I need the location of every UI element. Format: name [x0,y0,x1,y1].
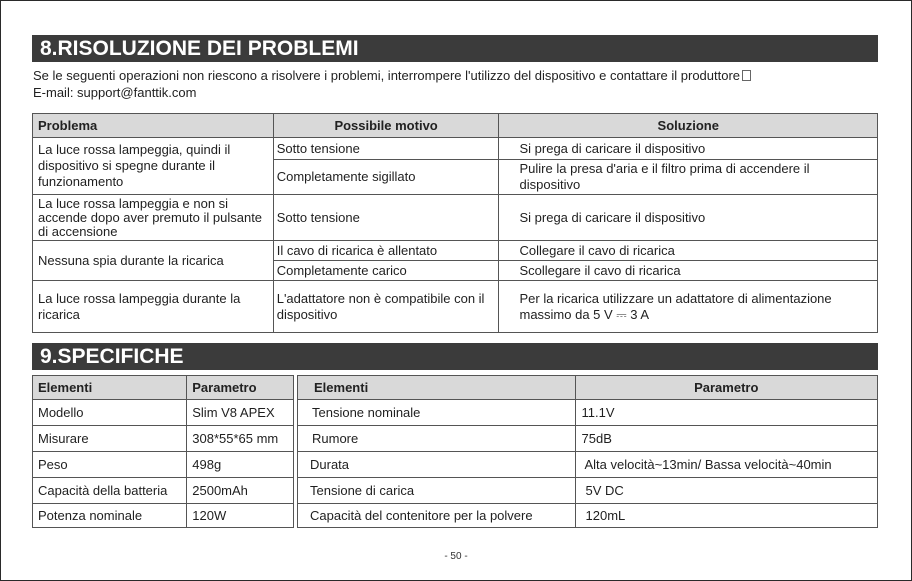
spec-value: 11.1V [575,400,878,426]
specs-right-header-row [298,376,878,400]
spec-label: Misurare [33,426,187,452]
specs-title: 9.SPECIFICHE [32,343,878,370]
cause-cell: Sotto tensione [273,195,499,241]
spec-value: 75dB [575,426,878,452]
solution-cell: Pulire la presa d'aria e il filtro prima di accendere il dispositivo [499,160,878,195]
specs-table-left [32,375,294,528]
problem-cell: La luce rossa lampeggia, quindi il dispositivo si spegne durante il funzionamento [33,138,274,195]
spec-label: Capacità del contenitore per la polvere [298,504,576,528]
spec-label: Tensione nominale [298,400,576,426]
table-row [298,400,878,426]
spec-label: Peso [33,452,187,478]
spec-label: Capacità della batteria [33,478,187,504]
header-parametro: Parametro [187,376,294,400]
table-row [33,504,294,528]
spec-value: 120mL [575,504,878,528]
spec-label: Tensione di carica [298,478,576,504]
intro-line-1: Se le seguenti operazioni non riescono a risolvere i problemi, interrompere l'utilizzo del dispositivo e contattare il produttore [33,67,751,84]
cause-cell: Sotto tensione [273,138,499,160]
table-row [298,452,878,478]
spec-value: 498g [187,452,294,478]
spec-value: 5V DC [575,478,878,504]
problem-cell: La luce rossa lampeggia durante la ricarica [33,281,274,333]
header-elementi: Elementi [298,376,576,400]
troubleshooting-header-row [33,114,878,138]
spec-value: 120W [187,504,294,528]
spec-value: 2500mAh [187,478,294,504]
spec-value: 308*55*65 mm [187,426,294,452]
spec-value: Alta velocità~13min/ Bassa velocità~40min [575,452,878,478]
header-parametro: Parametro [575,376,878,400]
spec-label: Durata [298,452,576,478]
table-row [33,241,878,261]
problem-cell: Nessuna spia durante la ricarica [33,241,274,281]
solution-cell: Si prega di caricare il dispositivo [499,195,878,241]
solution-cell: Collegare il cavo di ricarica [499,241,878,261]
spec-label: Rumore [298,426,576,452]
troubleshooting-intro [33,67,751,101]
page-number: - 50 - [444,551,468,562]
table-row [33,452,294,478]
table-row [298,504,878,528]
cause-cell: Il cavo di ricarica è allentato [273,241,499,261]
spec-label: Potenza nominale [33,504,187,528]
header-elementi: Elementi [33,376,187,400]
solution-cell: Scollegare il cavo di ricarica [499,261,878,281]
specs-left-header-row [33,376,294,400]
intro-email: E-mail: support@fanttik.com [33,85,197,100]
table-row [33,195,878,241]
table-row [33,426,294,452]
cause-cell: Completamente carico [273,261,499,281]
cause-cell: L'adattatore non è compatibile con il dispositivo [273,281,499,333]
header-solution: Soluzione [499,114,878,138]
table-row [33,138,878,160]
table-row [33,281,878,333]
table-row [298,426,878,452]
problem-cell: La luce rossa lampeggia e non si accende dopo aver premuto il pulsante di accensione [33,195,274,241]
header-cause: Possibile motivo [273,114,499,138]
table-row [33,478,294,504]
header-problem: Problema [33,114,274,138]
table-row [33,400,294,426]
cause-cell: Completamente sigillato [273,160,499,195]
troubleshooting-table [32,113,878,333]
spec-value: Slim V8 APEX [187,400,294,426]
troubleshooting-title: 8.RISOLUZIONE DEI PROBLEMI [32,35,878,62]
missing-glyph-box [742,70,751,81]
table-row [298,478,878,504]
specs-table-right [297,375,878,528]
solution-cell: Per la ricarica utilizzare un adattatore di alimentazione massimo da 5 V ⎓ 3 A [499,281,878,333]
solution-cell: Si prega di caricare il dispositivo [499,138,878,160]
spec-label: Modello [33,400,187,426]
